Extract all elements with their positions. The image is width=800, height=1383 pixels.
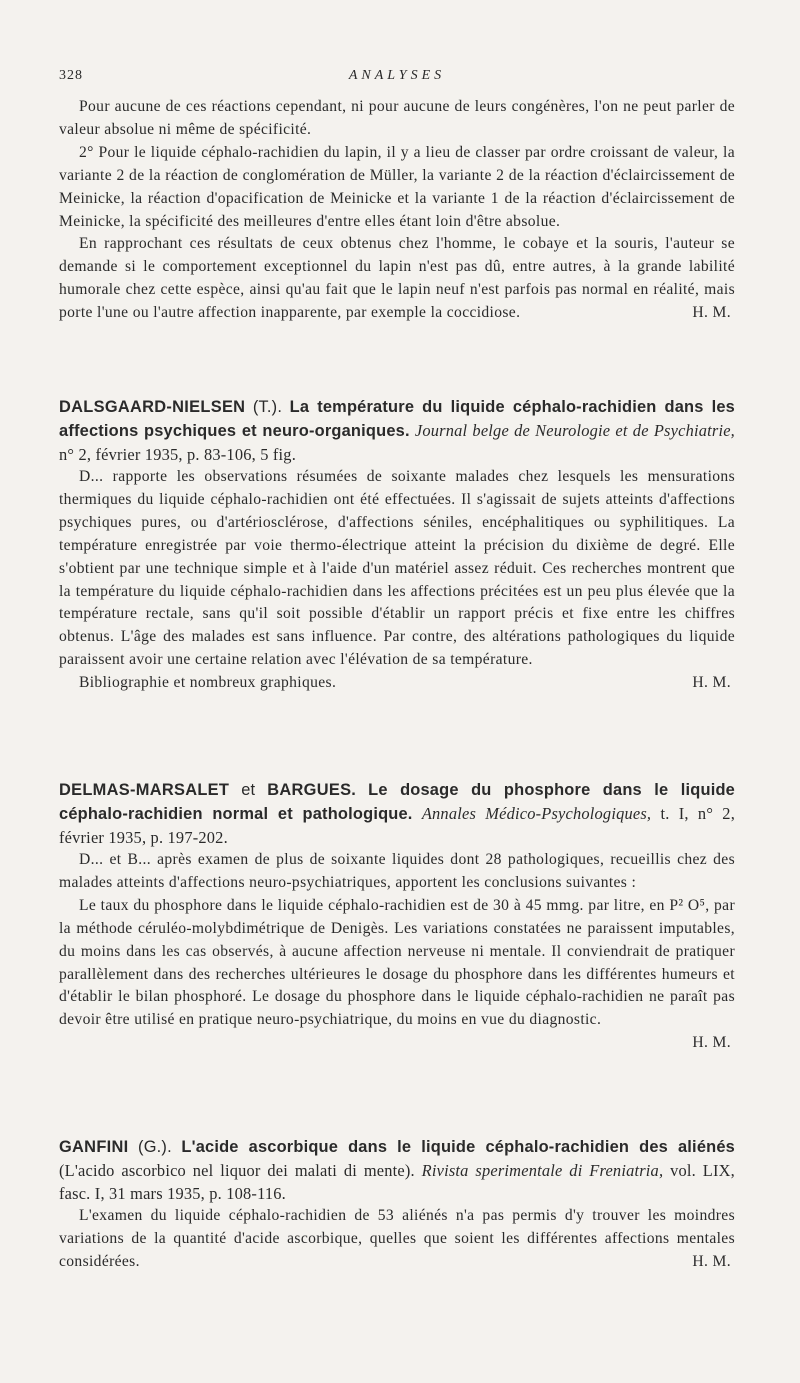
review-author-initials: (G.).	[138, 1138, 172, 1156]
review-title: La température du liquide céphalo-rachidien dans les affections psychiques et neuro-organiques.	[59, 398, 735, 440]
review-body: D... rapporte les observations résumées de soixante malades chez lesquels les mensurations thermiques du liquide céphalo-rachidien ont été effectuées. Il s'agissait de sujets atteints d'affections psychiques pures, ou d'artériosclérose, d'affections séniles, encéphalitiques ou syphilitiques. La température enregistrée par voie thermo-électrique atteint la précision du dixième de degré. Elle s'obtient par une technique simple et à l'aide d'un matériel assez réduit. Ces recherches montrent que la température du liquide céphalo-rachidien dans les affections précitées est un peu plus élevée que la température rectale, sans qu'il soit possible d'établir un rapport précis et fixe entre les chiffres obtenus. L'âge des malades est sans influence. Par contre, des altérations pathologiques du liquide paraissent avoir une certaine relation avec l'élévation de sa température.	[59, 468, 735, 669]
review-reference: t. I, n° 2, février 1935, p. 197-202.	[59, 804, 735, 847]
review-signature: H. M.	[692, 674, 731, 692]
review-bibliography-note	[59, 672, 735, 695]
review-signature: H. M.	[692, 1252, 731, 1270]
review-ganfini	[59, 1135, 735, 1274]
review-author: DALSGAARD-NIELSEN	[59, 398, 246, 416]
review-author-initials: (T.).	[252, 398, 283, 416]
review-body-1: D... et B... après examen de plus de soixante liquides dont 28 pathologiques, recueillis chez des malades atteints d'affections neuro-psychiatriques, apportent les conclusions suivantes :	[59, 851, 735, 891]
review-title: L'acide ascorbique dans le liquide céphalo-rachidien des aliénés	[181, 1138, 735, 1156]
intro-paragraph-1: Pour aucune de ces réactions cependant, ni pour aucune de leurs congénères, l'on ne peut parler de valeur absolue ni même de spécificité.	[59, 98, 735, 138]
review-author: DELMAS-MARSALET	[59, 781, 230, 799]
review-author: GANFINI	[59, 1138, 129, 1156]
review-subtitle: (L'acido ascorbico nel liquor dei malati di mente).	[59, 1161, 415, 1180]
review-heading	[59, 778, 735, 849]
review-signature-line	[59, 1032, 735, 1055]
intro-paragraph-2: 2° Pour le liquide céphalo-rachidien du lapin, il y a lieu de classer par ordre croissant de valeur, la variante 2 de la réaction de conglomération de Müller, la variante 2 de la réaction d'éclaircissement de Meinicke, la réaction d'opacification de Meinicke et la variante 1 de la réaction d'éclaircissement de Meinicke, la spécificité des meilleures d'entre elles étant loin d'être absolue.	[59, 143, 735, 230]
review-heading	[59, 1135, 735, 1205]
review-body-text: L'examen du liquide céphalo-rachidien de 53 aliénés n'a pas permis d'y trouver les moindres variations de la quantité d'acide ascorbique, quelles que soient les différentes affections mentales considérées.	[59, 1207, 735, 1270]
review-author-2: BARGUES.	[267, 781, 357, 799]
review-journal: Journal belge de Neurologie et de Psychiatrie,	[414, 421, 735, 440]
page-header	[59, 68, 735, 88]
review-reference: vol. LIX, fasc. I, 31 mars 1935, p. 108-116.	[59, 1161, 735, 1203]
review-reference: n° 2, février 1935, p. 83-106, 5 fig.	[59, 445, 297, 464]
intro-paragraph-3-text: En rapprochant ces résultats de ceux obtenus chez l'homme, le cobaye et la souris, l'auteur se demande si le comportement exceptionnel du lapin n'est pas dû, entre autres, à la grande labilité humorale chez cette espèce, ainsi qu'au fait que le lapin neuf n'est parfois pas normal en réalité, mais porte l'une ou l'autre affection inapparente, par exemple la coccidiose.	[59, 235, 735, 322]
review-dalsgaard-nielsen	[59, 395, 735, 695]
review-body-2: Le taux du phosphore dans le liquide céphalo-rachidien est de 30 à 45 mmg. par litre, en P² O⁵, par la méthode céruléo-molybdimétrique de Denigès. Les variations constatées ne paraissent imputables, du moins dans les cas observés, à aucune affection nerveuse ni mentale. Il conviendrait de pratiquer parallèlement dans des recherches ultérieures le dosage du phosphore dans les différentes humeurs et d'établir le bilan phosphoré. Le dosage du phosphore dans le liquide céphalo-rachidien ne paraît pas devoir être utilisé en pratique neuro-psychiatrique, du moins en vue du diagnostic.	[59, 896, 735, 1029]
review-delmas-marsalet	[59, 778, 735, 1055]
page-number: 328	[59, 68, 83, 83]
intro-paragraph-3	[59, 233, 735, 325]
intro-section	[59, 96, 735, 325]
review-body	[59, 1205, 735, 1274]
review-heading	[59, 395, 735, 466]
review-title: Le dosage du phosphore dans le liquide céphalo-rachidien normal et pathologique.	[59, 781, 735, 823]
review-journal: Rivista sperimentale di Freniatria,	[421, 1161, 664, 1180]
running-head: ANALYSES	[348, 68, 446, 83]
review-signature: H. M.	[692, 1034, 731, 1052]
review-author-conjunction: et	[241, 781, 256, 799]
review-bibliography-text: Bibliographie et nombreux graphiques.	[79, 674, 337, 692]
review-journal: Annales Médico-Psychologiques,	[421, 804, 652, 823]
intro-signature: H. M.	[692, 304, 731, 322]
